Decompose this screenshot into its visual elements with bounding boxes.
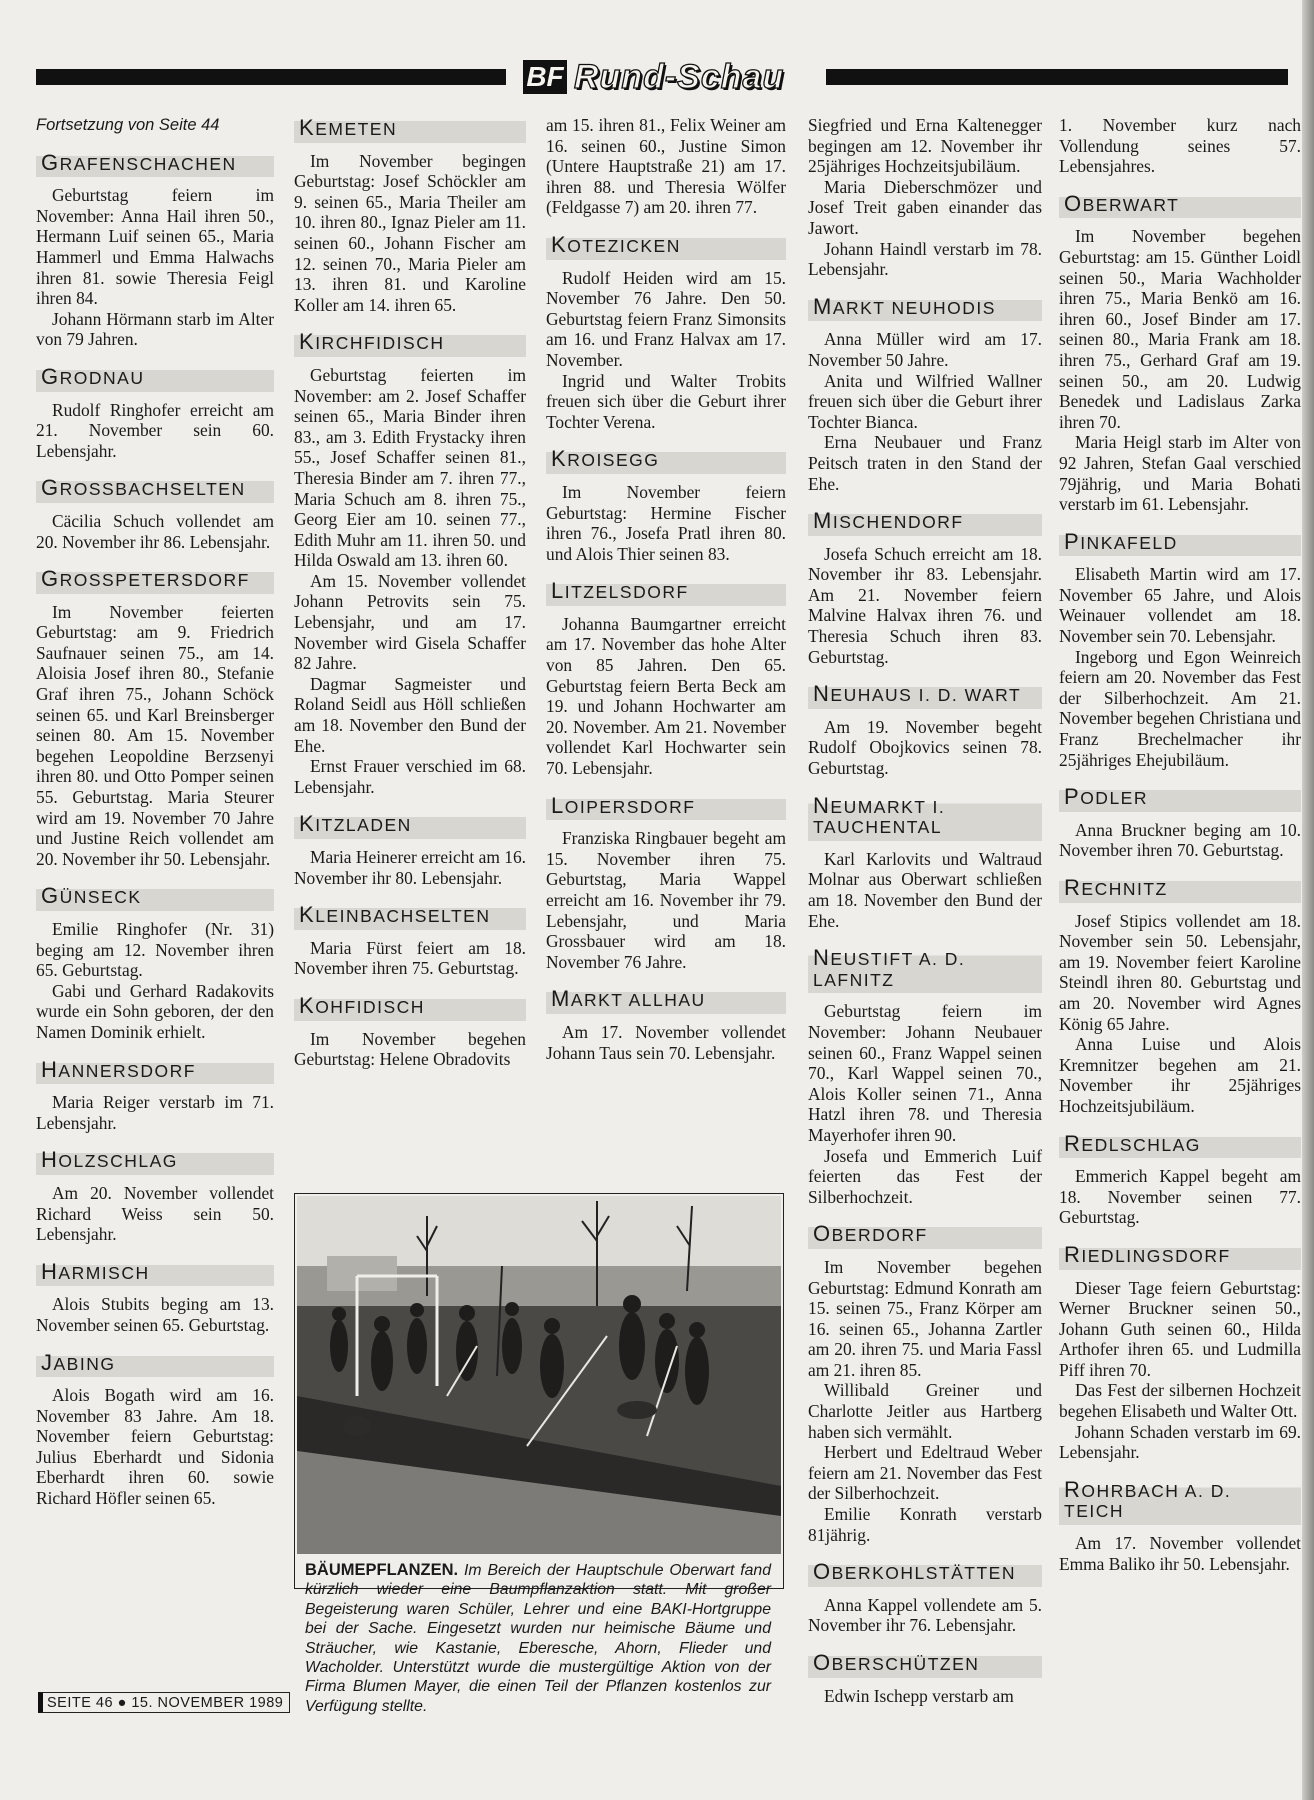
article-grodnau — [36, 364, 274, 461]
article-paragraph: Ernst Frauer verschied im 68. Lebensjahr. — [294, 756, 526, 797]
town-heading: HOLZSCHLAG — [36, 1147, 274, 1175]
article-paragraph: Im November feiern Geburtstag: Hermine Fischer ihren 76., Josefa Pratl ihren 80. und Alois Thier seinen 83. — [546, 481, 786, 564]
article-paragraph: Im November begehen Geburtstag: Helene Obradovits — [294, 1028, 526, 1070]
article-paragraph: Dagmar Sagmeister und Roland Seidl aus Höll schließen am 18. November den Bund der Ehe. — [294, 673, 526, 756]
article-holzschlag — [36, 1147, 274, 1244]
page-edge-shadow — [1302, 0, 1314, 1800]
town-heading: JABING — [36, 1350, 274, 1378]
article-paragraph: Emilie Ringhofer (Nr. 31) beging am 12. November ihren 65. Geburtstag. — [36, 919, 274, 981]
article-paragraph: Josef Stipics vollendet am 18. November sein 50. Lebensjahr, am 19. November feiert Karoline Steindl ihren 80. Geburtstag und am 20. November wird Agnes König 65 Jahre. — [1059, 910, 1301, 1034]
article-oberkohlstätten — [808, 1559, 1042, 1636]
article-riedlingsdorf — [1059, 1242, 1301, 1463]
article-paragraph: am 15. ihren 81., Felix Weiner am 16. seinen 60., Justine Simon (Untere Hauptstraße 21) am 17. ihren 88. und Theresia Wölfer (Feldgasse 7) am 20. ihren 77. — [546, 115, 786, 218]
article-hannersdorf — [36, 1057, 274, 1134]
town-heading: KOTEZICKEN — [546, 232, 786, 260]
article-paragraph: Am 15. November vollendet Johann Petrovits sein 75. Lebensjahr, und am 17. November wird Gisela Schaffer 82 Jahre. — [294, 570, 526, 674]
tree-planting-photo — [297, 1196, 781, 1554]
town-heading: HARMISCH — [36, 1259, 274, 1287]
town-heading: MISCHENDORF — [808, 508, 1042, 536]
town-heading: OBERKOHLSTÄTTEN — [808, 1559, 1042, 1587]
article-paragraph: Rudolf Heiden wird am 15. November 76 Jahre. Den 50. Geburtstag feiern Franz Simonsits am 16. und Franz Halvax am 17. November. — [546, 267, 786, 370]
article-paragraph: Rudolf Ringhofer erreicht am 21. November sein 60. Lebensjahr. — [36, 399, 274, 461]
section-title: Rund-Schau — [574, 58, 785, 96]
town-heading: KLEINBACHSELTEN — [294, 902, 526, 930]
article-paragraph: Ingeborg und Egon Weinreich feiern am 20. November das Fest der Silberhochzeit. Am 21. November begehen Christiana und Franz Brechelmacher ihr 25jähriges Ehejubiläum. — [1059, 646, 1301, 770]
town-heading: MARKT NEUHODIS — [808, 294, 1042, 322]
article-paragraph: Anna Luise und Alois Kremnitzer begehen am 21. November ihr 25jähriges Hochzeitsjubiläum. — [1059, 1034, 1301, 1116]
article-oberdorf — [808, 1221, 1042, 1545]
column-5 — [1059, 115, 1301, 1574]
article-paragraph: Im November begehen Geburtstag: am 15. Günther Loidl seinen 50., Maria Wachholder ihren 75., Maria Benkö am 16. ihren 60., Josef Binder am 17. seinen 80., Maria Frank am 18. ihren 75., Gerhard Graf am 19. seinen 50., am 20. Ludwig Benedek und Ladislaus Zarka ihren 70. — [1059, 226, 1301, 432]
article-paragraph: Johann Hörmann starb im Alter von 79 Jahren. — [36, 308, 274, 350]
article-pinkafeld — [1059, 529, 1301, 771]
town-heading: RIEDLINGSDORF — [1059, 1242, 1301, 1270]
article-kemeten — [294, 115, 526, 315]
article-neuhaus-i-d-wart — [808, 681, 1042, 778]
article-paragraph: Maria Reiger verstarb im 71. Lebensjahr. — [36, 1092, 274, 1133]
town-heading: OBERSCHÜTZEN — [808, 1650, 1042, 1678]
article-harmisch — [36, 1259, 274, 1336]
town-heading: GRODNAU — [36, 364, 274, 392]
town-heading: KOHFIDISCH — [294, 993, 526, 1021]
article-paragraph: Am 17. November vollendet Emma Baliko ihr 50. Lebensjahr. — [1059, 1533, 1301, 1574]
article-paragraph: Im November begingen Geburtstag: Josef Schöckler am 9. seinen 65., Maria Theiler am 10. ihren 80., Ignaz Pieler am 11. seinen 60., Johann Fischer am 12. seinen 70., Maria Pieler am 13. ihren 81. und Karoline Koller am 14. ihren 65. — [294, 150, 526, 315]
article-paragraph: Anita und Wilfried Wallner freuen sich über die Geburt ihrer Tochter Bianca. — [808, 370, 1042, 432]
article-loipersdorf — [546, 793, 786, 973]
bf-logo: BF — [523, 60, 567, 94]
column-3 — [546, 115, 786, 1063]
town-heading: OBERWART — [1059, 191, 1301, 219]
article-paragraph: Johann Haindl verstarb im 78. Lebensjahr. — [808, 238, 1042, 280]
article-mischendorf — [808, 508, 1042, 667]
article-oberschützen — [808, 1650, 1042, 1706]
article-litzelsdorf — [546, 578, 786, 778]
article-markt-allhau — [546, 986, 786, 1063]
article-paragraph: Alois Bogath wird am 16. November 83 Jahre. Am 18. November feiern Geburtstag: Julius Eberhardt und Sidonia Eberhardt ihren 60. sowie Richard Höfler seinen 65. — [36, 1385, 274, 1509]
article-jabing — [36, 1350, 274, 1509]
town-heading: NEUMARKT I. TAUCHENTAL — [808, 793, 1042, 841]
article-kleinbachselten — [294, 902, 526, 979]
town-heading: NEUHAUS I. D. WART — [808, 681, 1042, 709]
article-kotezicken — [546, 232, 786, 432]
masthead-rule-right — [826, 69, 1288, 85]
caption-text: Im Bereich der Hauptschule Oberwart fand kürzlich wieder eine Baumpflanzaktion statt. Mit großer Begeisterung waren Schüler, Lehrer und eine BAKI-Hortgruppe bei der Sache. Eingesetzt wurden nur heimische Bäume und Sträucher, wie Kastanie, Eberesche, Ahorn, Flieder und Wacholder. Unterstützt wurde die mustergültige Aktion von der Firma Blumen Mayer, die einen Teil der Pflanzen kostenlos zur Verfügung stellte. — [305, 1562, 771, 1715]
article-paragraph: Anna Bruckner beging am 10. November ihren 70. Geburtstag. — [1059, 819, 1301, 861]
article-paragraph: Geburtstag feierten im November: am 2. Josef Schaffer seinen 65., Maria Binder ihren 83., am 3. Edith Frystacky ihren 55., Josef Schaffer seinen 81., Theresia Binder am 7. ihren 77., Maria Schuch am 8. ihren 75., Georg Eier am 10. seinen 77., Edith Muhr am 11. ihren 50. und Hilda Oswald am 13. ihren 60. — [294, 364, 526, 571]
article-continued — [1059, 115, 1301, 177]
article-paragraph: Am 17. November vollendet Johann Taus sein 70. Lebensjahr. — [546, 1021, 786, 1063]
masthead-rule-left — [36, 69, 506, 85]
article-paragraph: Gabi und Gerhard Radakovits wurde ein Sohn geboren, der den Namen Dominik erhielt. — [36, 980, 274, 1042]
article-paragraph: Im November feierten Geburtstag: am 9. Friedrich Saufnauer seinen 75., am 14. Aloisia Josef ihren 80., Stefanie Graf ihren 75., Johann Schöck seinen 65. und Karl Breinsberger seinen 80. Am 15. November begehen Leopoldine Berzsenyi ihren 80. und Otto Pomper seinen 55. Geburtstag. Maria Steurer wird am 19. November 70 Jahre und Justine Reich vollendet am 20. November ihr 50. Lebensjahr. — [36, 601, 274, 869]
article-paragraph: Siegfried und Erna Kaltenegger begingen am 12. November ihr 25jähriges Hochzeitsjubiläum. — [808, 115, 1042, 177]
town-heading: ROHRBACH A. D. TEICH — [1059, 1477, 1301, 1525]
photo-caption — [305, 1561, 771, 1716]
town-heading: GROSSPETERSDORF — [36, 566, 274, 594]
article-paragraph: Im November begehen Geburtstag: Edmund Konrath am 15. seinen 75., Franz Körper am 16. seinen 65., Johanna Zartler am 20. ihren 75. und Maria Fassl am 21. ihren 85. — [808, 1256, 1042, 1380]
article-paragraph: Elisabeth Martin wird am 17. November 65 Jahre, und Alois Weinauer vollendet am 18. November sein 70. Lebensjahr. — [1059, 564, 1301, 647]
article-kirchfidisch — [294, 329, 526, 797]
article-podler — [1059, 784, 1301, 861]
caption-title: BÄUMEPFLANZEN. — [305, 1561, 459, 1579]
column-1 — [36, 115, 274, 1509]
article-paragraph: Maria Heigl starb im Alter von 92 Jahren, Stefan Gaal verschied 79jährig, und Maria Bohati verstarb im 61. Lebensjahr. — [1059, 432, 1301, 515]
town-heading: GRAFENSCHACHEN — [36, 150, 274, 178]
article-paragraph: Johanna Baumgartner erreicht am 17. November das hohe Alter von 85 Jahren. Den 65. Geburtstag feiern Berta Beck am 19. und Johann Hochwarter am 20. November. Am 21. November vollendet Karl Hochwarter sein 70. Lebensjahr. — [546, 613, 786, 779]
town-heading: KITZLADEN — [294, 811, 526, 839]
town-heading: REDLSCHLAG — [1059, 1131, 1301, 1159]
article-kitzladen — [294, 811, 526, 888]
article-paragraph: Maria Fürst feiert am 18. November ihren 75. Geburtstag. — [294, 937, 526, 979]
article-paragraph: Maria Heinerer erreicht am 16. November ihr 80. Lebensjahr. — [294, 847, 526, 888]
town-heading: KIRCHFIDISCH — [294, 329, 526, 357]
article-paragraph: Josefa Schuch erreicht am 18. November ihr 83. Lebensjahr. Am 21. November feiern Malvine Halvax ihren 76. und Theresia Schuch ihren 83. Geburtstag. — [808, 543, 1042, 667]
town-heading: PODLER — [1059, 784, 1301, 812]
article-oberwart — [1059, 191, 1301, 515]
photo-with-caption — [294, 1193, 784, 1715]
article-rohrbach-a-d-teich — [1059, 1477, 1301, 1574]
town-heading: OBERDORF — [808, 1221, 1042, 1249]
article-paragraph: Geburtstag feiern im November: Anna Hail ihren 50., Hermann Luif seinen 65., Maria Hammerl und Emma Halwachs ihren 81. sowie Theresia Feigl ihren 84. — [36, 185, 274, 309]
article-continued — [808, 115, 1042, 280]
article-paragraph: Erna Neubauer und Franz Peitsch traten in den Stand der Ehe. — [808, 432, 1042, 494]
article-paragraph: Franziska Ringbauer begeht am 15. November ihren 75. Geburtstag, Maria Wappel erreicht am 16. November ihr 79. Lebensjahr, und Maria Grossbauer wird am 18. November 76 Jahre. — [546, 828, 786, 972]
town-heading: MARKT ALLHAU — [546, 986, 786, 1014]
masthead — [36, 60, 1288, 98]
article-paragraph: Ingrid und Walter Trobits freuen sich über die Geburt ihrer Tochter Verena. — [546, 370, 786, 432]
town-heading: PINKAFELD — [1059, 529, 1301, 557]
article-paragraph: 1. November kurz nach Vollendung seines 57. Lebensjahres. — [1059, 115, 1301, 177]
town-heading: RECHNITZ — [1059, 875, 1301, 903]
town-heading: HANNERSDORF — [36, 1057, 274, 1085]
article-paragraph: Johann Schaden verstarb im 69. Lebensjahr. — [1059, 1421, 1301, 1463]
column-2 — [294, 115, 526, 1070]
article-paragraph: Herbert und Edeltraud Weber feiern am 21. November das Fest der Silberhochzeit. — [808, 1442, 1042, 1504]
article-paragraph: Alois Stubits beging am 13. November seinen 65. Geburtstag. — [36, 1294, 274, 1335]
article-neustift-a-d-lafnitz — [808, 945, 1042, 1207]
article-grossbachselten — [36, 475, 274, 552]
article-paragraph: Edwin Ischepp verstarb am — [824, 1685, 1014, 1706]
continuation-note: Fortsetzung von Seite 44 — [36, 116, 220, 134]
article-kohfidisch — [294, 993, 526, 1070]
article-paragraph: Willibald Greiner und Charlotte Jeitler aus Hartberg haben sich vermählt. — [808, 1380, 1042, 1442]
town-heading: GROSSBACHSELTEN — [36, 475, 274, 503]
article-rechnitz — [1059, 875, 1301, 1117]
article-paragraph: Josefa und Emmerich Luif feierten das Fest der Silberhochzeit. — [808, 1145, 1042, 1207]
town-heading: GÜNSECK — [36, 883, 274, 911]
article-paragraph: Am 19. November begeht Rudolf Obojkovics seinen 78. Geburtstag. — [808, 716, 1042, 779]
article-neumarkt-i-tauchental — [808, 793, 1042, 932]
article-paragraph: Cäcilia Schuch vollendet am 20. November ihr 86. Lebensjahr. — [36, 510, 274, 552]
town-heading: KEMETEN — [294, 115, 526, 143]
article-paragraph: Maria Dieberschmözer und Josef Treit gaben einander das Jawort. — [808, 176, 1042, 238]
town-heading: LOIPERSDORF — [546, 793, 786, 821]
article-paragraph: Am 20. November vollendet Richard Weiss sein 50. Lebensjahr. — [36, 1182, 274, 1245]
article-paragraph: Anna Kappel vollendete am 5. November ihr 76. Lebensjahr. — [808, 1594, 1042, 1636]
town-heading: LITZELSDORF — [546, 578, 786, 606]
article-paragraph: Karl Karlovits und Waltraud Molnar aus Oberwart schließen am 18. November den Bund der Ehe. — [808, 848, 1042, 931]
page-folio: SEITE 46 ● 15. NOVEMBER 1989 — [38, 1692, 290, 1713]
article-kroisegg — [546, 446, 786, 564]
town-heading: NEUSTIFT A. D. LAFNITZ — [808, 945, 1042, 993]
article-paragraph: Emmerich Kappel begeht am 18. November seinen 77. Geburtstag. — [1059, 1166, 1301, 1228]
article-paragraph: Geburtstag feiern im November: Johann Neubauer seinen 60., Franz Wappel seinen 70., Karl Wappel seinen 70., Alois Koller seinen 71., Anna Hatzl ihren 78. und Theresia Mayerhofer ihren 90. — [808, 1001, 1042, 1145]
article-paragraph: Anna Müller wird am 17. November 50 Jahre. — [808, 329, 1042, 370]
article-grafenschachen — [36, 150, 274, 350]
article-paragraph: Emilie Konrath verstarb 81jährig. — [808, 1504, 1042, 1545]
article-redlschlag — [1059, 1131, 1301, 1228]
article-continued — [546, 115, 786, 218]
town-heading: KROISEGG — [546, 446, 786, 474]
article-grosspetersdorf — [36, 566, 274, 869]
article-günseck — [36, 883, 274, 1042]
article-paragraph: Das Fest der silbernen Hochzeit begehen Elisabeth und Walter Ott. — [1059, 1380, 1301, 1422]
article-markt-neuhodis — [808, 294, 1042, 494]
column-4 — [808, 115, 1042, 1706]
article-paragraph: Dieser Tage feiern Geburtstag: Werner Bruckner seinen 50., Johann Guth seinen 60., Hilda Arthofer ihren 65. und Ludmilla Piff ihren 70. — [1059, 1277, 1301, 1380]
